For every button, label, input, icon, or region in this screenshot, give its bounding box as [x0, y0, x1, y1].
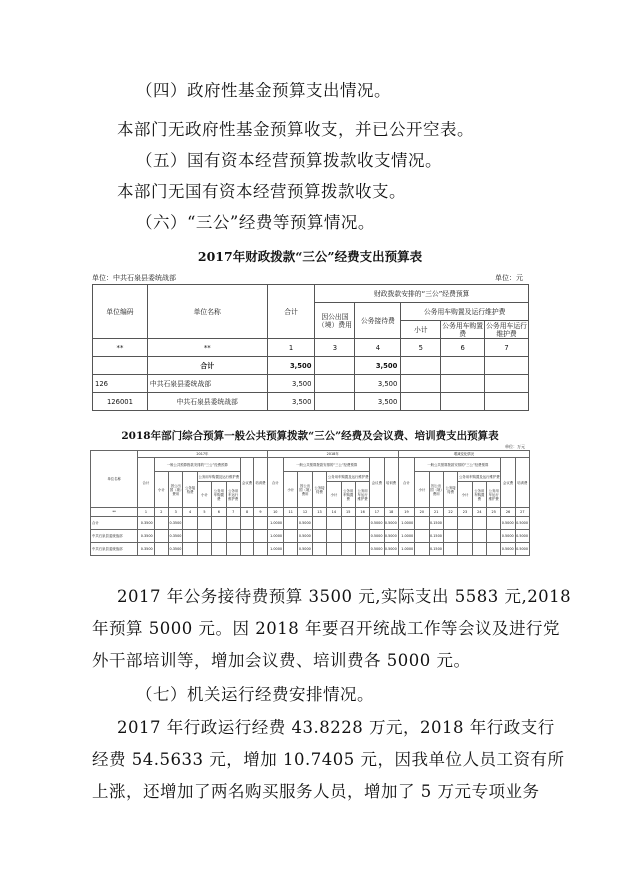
table2-unit-right: 单位：万元 — [505, 444, 525, 449]
cell: 0.5000 — [384, 543, 398, 556]
cell — [401, 375, 441, 393]
paragraph-text: 本部门无政府性基金预算收支，并已公开空表。 — [117, 120, 474, 139]
cell — [485, 357, 529, 375]
cell — [315, 375, 355, 393]
cell: 合计 — [398, 458, 414, 508]
cell: ** — [91, 508, 138, 517]
table1-unit-left: 单位：中共石泉县委统战部 — [92, 274, 176, 282]
cell: 公务用车运行维护费 — [355, 482, 369, 508]
cell: 公务接待费 — [183, 472, 197, 508]
cell: 中共石泉县委统战部 — [91, 530, 138, 543]
cell: 会议费 — [240, 458, 253, 508]
cell: 0.5000 — [384, 530, 398, 543]
cell: 0.1500 — [429, 530, 443, 543]
cell: 小计 — [327, 482, 341, 508]
cell: 4 — [355, 339, 401, 357]
cell: 公务用车运行维护费 — [226, 482, 240, 508]
cell: 小计 — [154, 472, 168, 508]
cell: 小计 — [415, 472, 429, 508]
cell: 3,500 — [355, 375, 401, 393]
cell: 0.5000 — [384, 517, 398, 530]
cell: 126 — [93, 375, 148, 393]
header-vehicle: 公务用车购置及运行维护费 — [401, 303, 529, 321]
paragraph-text: 本部门无国有资本经营预算拨款收支。 — [117, 182, 406, 201]
cell — [441, 375, 485, 393]
cell: 0.3500 — [169, 517, 183, 530]
cell — [485, 393, 529, 411]
cell: 中共石泉县委统战部 — [147, 375, 267, 393]
t2-header-year2: 2018年 — [267, 451, 398, 458]
section-heading-5: （五）国有资本经营预算拨款收支情况。 — [136, 151, 442, 170]
cell: ** — [147, 339, 267, 357]
cell: 1.0000 — [398, 517, 414, 530]
cell — [401, 357, 441, 375]
cell — [93, 357, 148, 375]
cell: 中共石泉县委统战部 — [91, 543, 138, 556]
cell: 小计 — [284, 472, 298, 508]
cell: 3 — [315, 339, 355, 357]
cell: 培训费 — [515, 458, 529, 508]
cell: 1.0000 — [398, 530, 414, 543]
cell: 培训费 — [254, 458, 267, 508]
cell: 1.0000 — [267, 517, 283, 530]
cell: 0.1500 — [429, 517, 443, 530]
cell: 0.5000 — [515, 530, 529, 543]
cell: 合计 — [147, 357, 267, 375]
t2-header-year3: 增减变化情况 — [398, 451, 529, 458]
cell: 0.5000 — [370, 517, 384, 530]
cell: 中共石泉县委统战部 — [147, 393, 267, 411]
cell: 0.5000 — [298, 530, 312, 543]
cell: 一般公共预算拨款安排的“三公”经费预算 — [284, 458, 370, 472]
cell: ** — [93, 339, 148, 357]
paragraph-line: 年预算 5000 元。因 2018 年要召开统战工作等会议及进行党 — [92, 619, 560, 638]
paragraph-line: 经费 54.5633 元，增加 10.7405 元，因我单位人员工资有所 — [92, 750, 565, 769]
cell: 0.5000 — [515, 517, 529, 530]
header-purchase: 公务用车购置费 — [442, 321, 484, 338]
cell: 126001 — [93, 393, 148, 411]
paragraph-line: 上涨，还增加了两名购买服务人员，增加了 5 万元专项业务 — [92, 782, 540, 801]
cell: 合计 — [267, 458, 283, 508]
cell: 0.5000 — [501, 530, 515, 543]
table-row — [91, 530, 530, 543]
cell: 0.3500 — [169, 543, 183, 556]
cell: 因公出国（境）费用 — [298, 472, 312, 508]
cell: 公务用车购置及运行维护费 — [327, 472, 370, 482]
cell: 3,500 — [355, 357, 401, 375]
cell: 0.3500 — [138, 543, 154, 556]
cell — [441, 393, 485, 411]
table-row — [93, 375, 529, 393]
cell — [441, 357, 485, 375]
cell: 因公出国（境）费用 — [169, 472, 183, 508]
table2-title: 2018年部门综合预算一般公共预算拨款“三公”经费及会议费、培训费支出预算表 — [121, 430, 499, 442]
cell: 0.5000 — [515, 543, 529, 556]
cell: 公务用车运行维护费 — [487, 482, 501, 508]
section-heading-7: （七）机关运行经费安排情况。 — [136, 685, 374, 704]
cell — [401, 393, 441, 411]
cell: 公务用车购置费 — [212, 482, 226, 508]
cell: 0.5000 — [298, 543, 312, 556]
table-row — [91, 543, 530, 556]
header-abroad: 因公出国（境）费用 — [315, 303, 355, 339]
cell: 会议费 — [501, 458, 515, 508]
cell: 会议费 — [370, 458, 384, 508]
table1-title: 2017年财政拨款“三公”经费支出预算表 — [197, 249, 423, 264]
cell: 合计 — [91, 517, 138, 530]
cell: 7 — [485, 339, 529, 357]
cell: 0.1500 — [429, 543, 443, 556]
t2-header-unit: 单位名称 — [91, 451, 138, 508]
header-group: 财政拨款安排的“三公”经费预算 — [315, 285, 529, 303]
cell: 3,500 — [267, 357, 315, 375]
cell: 3,500 — [267, 393, 315, 411]
cell: 小计 — [197, 482, 211, 508]
paragraph-line: 外干部培训等，增加会议费、培训费各 5000 元。 — [92, 651, 471, 670]
cell: 培训费 — [384, 458, 398, 508]
cell: 6 — [441, 339, 485, 357]
cell: 小计 — [458, 482, 472, 508]
cell: 1.0000 — [398, 543, 414, 556]
table-row — [93, 357, 529, 375]
header-reception: 公务接待费 — [355, 303, 401, 339]
cell: 公务用车购置费 — [472, 482, 486, 508]
cell: 0.3500 — [138, 530, 154, 543]
paragraph-line: 2017 年行政运行经费 43.8228 万元，2018 年行政支行 — [117, 718, 555, 737]
cell: 0.5000 — [501, 517, 515, 530]
cell — [485, 375, 529, 393]
header-subtotal: 小计 — [401, 321, 441, 339]
cell: 因公出国（境）费用 — [429, 472, 443, 508]
header-name: 单位名称 — [147, 285, 267, 339]
header-code: 单位编码 — [93, 285, 148, 339]
section-heading-6: （六）“三公”经费等预算情况。 — [136, 213, 375, 232]
cell: 0.5000 — [370, 530, 384, 543]
table2 — [90, 450, 530, 556]
t2-index-row: ** 1 2 3 4 5 6 7 8 9 10 11 12 13 14 15 16 17 18 19 20 21 22 23 24 25 26 27 — [91, 508, 530, 517]
header-running: 公务用车运行维护费 — [486, 321, 527, 338]
table-row — [91, 517, 530, 530]
cell: 0.5000 — [501, 543, 515, 556]
cell: 一般公共预算拨款安排的“三公”经费预算 — [415, 458, 501, 472]
table1 — [92, 284, 529, 411]
cell: 3,500 — [267, 375, 315, 393]
cell — [315, 357, 355, 375]
cell: 0.3500 — [138, 517, 154, 530]
cell: 公务用车购置及运行维护费 — [197, 472, 240, 482]
cell: 公务接待费 — [312, 472, 326, 508]
cell: 0.3500 — [169, 530, 183, 543]
cell: 一般公共预算拨款安排的“三公”经费预算 — [154, 458, 240, 472]
table1-unit-right: 单位：元 — [495, 274, 523, 282]
cell: 3,500 — [355, 393, 401, 411]
cell: 0.5000 — [370, 543, 384, 556]
paragraph-line: 2017 年公务接待费预算 3500 元,实际支出 5583 元,2018 — [117, 587, 572, 606]
table-row — [93, 393, 529, 411]
cell: 合计 — [138, 458, 154, 508]
cell: 1 — [267, 339, 315, 357]
index-row — [93, 339, 529, 357]
cell: 公务用车购置费 — [341, 482, 355, 508]
cell: 公务接待费 — [443, 472, 457, 508]
cell: 公务用车购置及运行维护费 — [458, 472, 501, 482]
cell: 5 — [401, 339, 441, 357]
section-heading-4: （四）政府性基金预算支出情况。 — [136, 81, 391, 100]
cell: 1.0000 — [267, 543, 283, 556]
t2-header-year1: 2017年 — [138, 451, 267, 458]
cell — [315, 393, 355, 411]
header-total: 合计 — [267, 285, 315, 339]
cell: 0.5000 — [298, 517, 312, 530]
cell: 1.0000 — [267, 530, 283, 543]
